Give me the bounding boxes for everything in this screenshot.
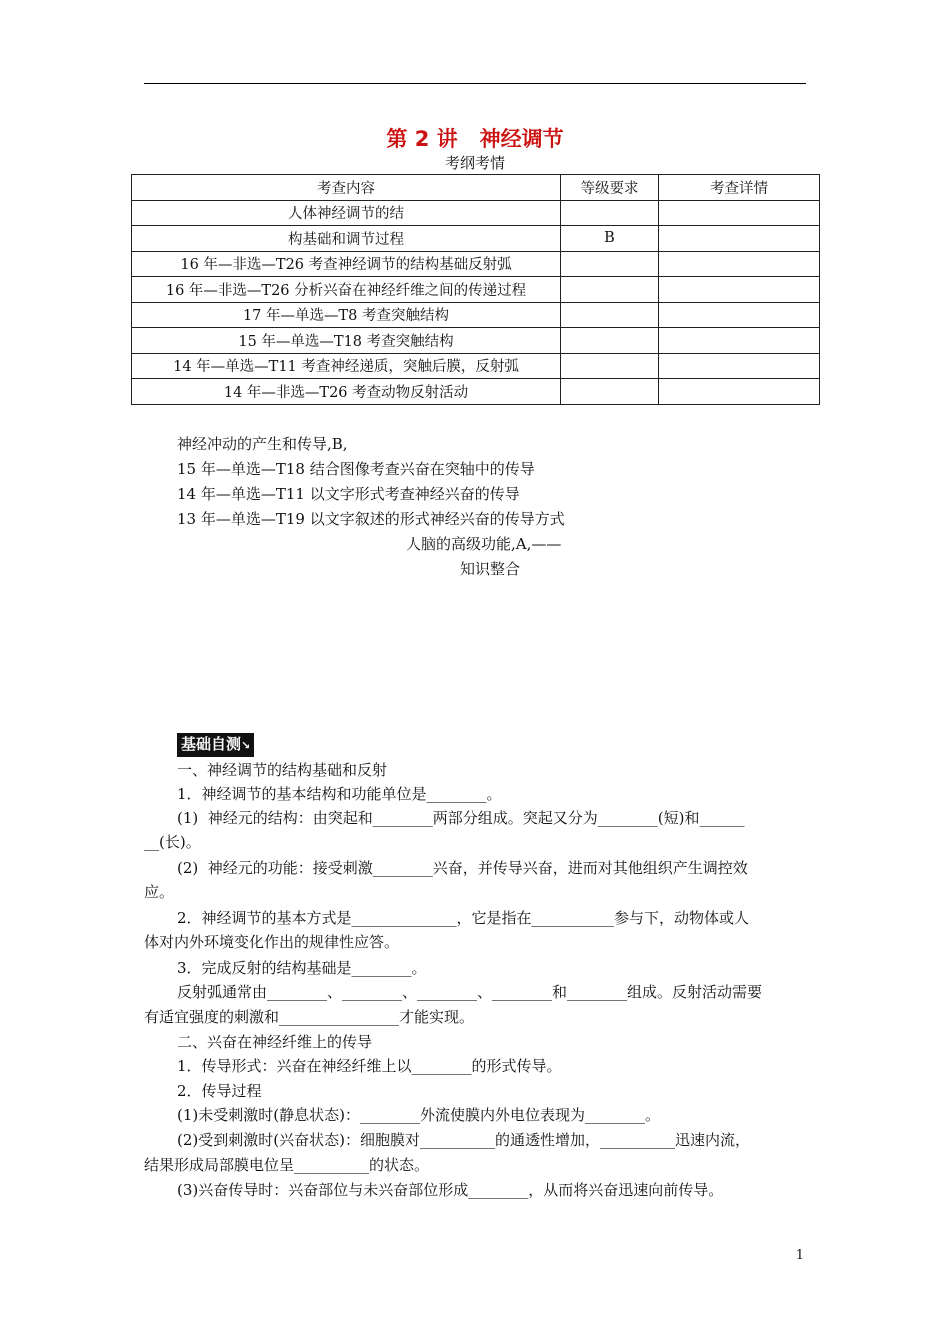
header-rule <box>144 83 806 84</box>
body-line: __(长)。 <box>144 833 201 851</box>
section-badge <box>177 733 254 757</box>
table-caption: 考纲考情 <box>444 154 505 172</box>
body-line: (1)未受刺激时(静息状态)：________外流使膜内外电位表现为________。 <box>177 1106 660 1124</box>
table-cell <box>561 200 659 226</box>
body-line: 3．完成反射的结构基础是________。 <box>177 959 427 977</box>
table-row <box>132 302 820 328</box>
exam-item-line: 13 年—单选—T19 以文字叙述的形式神经兴奋的传导方式 <box>177 510 565 528</box>
table-cell <box>561 353 659 379</box>
table-cell <box>659 200 820 226</box>
column-header: 等级要求 <box>561 175 659 201</box>
body-line: 反射弧通常由________、________、________、________和________组成。反射活动需要 <box>177 983 763 1001</box>
table-header-row <box>132 175 820 201</box>
column-header: 考查详情 <box>659 175 820 201</box>
exam-item-line: 人脑的高级功能,A,—— <box>406 535 562 553</box>
arrow-icon: ↘ <box>241 739 251 752</box>
table-cell: 人体神经调节的结 <box>132 200 561 226</box>
table-cell <box>659 226 820 252</box>
body-line: 1．神经调节的基本结构和功能单位是________。 <box>177 785 502 803</box>
table-cell <box>659 353 820 379</box>
body-line: 1．传导形式：兴奋在神经纤维上以________的形式传导。 <box>177 1057 562 1075</box>
table-cell: 16 年—非选—T26 考查神经调节的结构基础反射弧 <box>132 251 561 277</box>
table-cell: B <box>561 226 659 252</box>
body-line: 应。 <box>144 883 175 901</box>
table-row <box>132 328 820 354</box>
table-row <box>132 277 820 303</box>
column-header: 考查内容 <box>132 175 561 201</box>
page-number: 1 <box>795 1248 804 1263</box>
table-cell <box>659 328 820 354</box>
section-heading: 知识整合 <box>460 560 521 578</box>
exam-item-line: 14 年—单选—T11 以文字形式考查神经兴奋的传导 <box>177 485 520 503</box>
exam-outline-table <box>131 174 820 405</box>
body-line: 二、兴奋在神经纤维上的传导 <box>177 1033 373 1051</box>
table-cell: 17 年—单选—T8 考查突触结构 <box>132 302 561 328</box>
table-cell <box>659 302 820 328</box>
table-cell <box>659 379 820 405</box>
table-cell <box>659 277 820 303</box>
exam-item-line: 神经冲动的产生和传导,B, <box>177 435 348 453</box>
table-cell: 14 年—单选—T11 考查神经递质，突触后膜，反射弧 <box>132 353 561 379</box>
table-row <box>132 200 820 226</box>
exam-item-line: 15 年—单选—T18 结合图像考查兴奋在突轴中的传导 <box>177 460 535 478</box>
table-row <box>132 226 820 252</box>
table-cell <box>561 328 659 354</box>
table-cell: 构基础和调节过程 <box>132 226 561 252</box>
body-line: (1) 神经元的结构：由突起和________两部分组成。突起又分为________(短)和______ <box>177 809 745 827</box>
table-cell <box>659 251 820 277</box>
table-cell: 16 年—非选—T26 分析兴奋在神经纤维之间的传递过程 <box>132 277 561 303</box>
badge-label: 基础自测 <box>181 735 242 753</box>
table-row <box>132 353 820 379</box>
body-line: (3)兴奋传导时：兴奋部位与未兴奋部位形成________，从而将兴奋迅速向前传导。 <box>177 1181 724 1199</box>
body-line: 结果形成局部膜电位呈__________的状态。 <box>144 1156 430 1174</box>
table-cell <box>561 277 659 303</box>
table-row <box>132 251 820 277</box>
body-line: 有适宜强度的刺激和________________才能实现。 <box>144 1008 475 1026</box>
body-line: (2) 神经元的功能：接受刺激________兴奋，并传导兴奋，进而对其他组织产生调控效 <box>177 859 748 877</box>
table-cell: 15 年—单选—T18 考查突触结构 <box>132 328 561 354</box>
table-cell <box>561 302 659 328</box>
body-line: (2)受到刺激时(兴奋状态)：细胞膜对__________的通透性增加，__________迅速内流， <box>177 1131 750 1149</box>
lesson-title: 第 2 讲 神经调节 <box>386 127 564 151</box>
table-row <box>132 379 820 405</box>
table-cell: 14 年—非选—T26 考查动物反射活动 <box>132 379 561 405</box>
table-cell <box>561 251 659 277</box>
body-line: 2．传导过程 <box>177 1082 262 1100</box>
table-cell <box>561 379 659 405</box>
body-line: 体对内外环境变化作出的规律性应答。 <box>144 933 400 951</box>
body-line: 一、神经调节的结构基础和反射 <box>177 761 388 779</box>
body-line: 2．神经调节的基本方式是______________，它是指在___________参与下，动物体或人 <box>177 909 750 927</box>
